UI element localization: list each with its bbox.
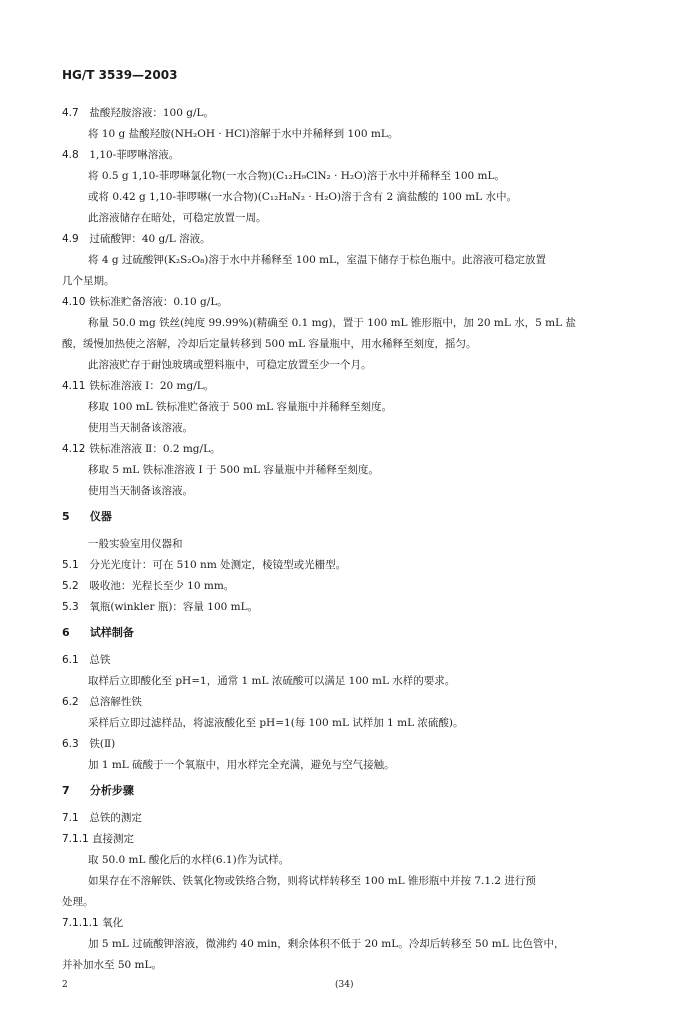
line-text: 铁标准贮备溶液：0.10 g/L。 <box>89 296 228 308</box>
text-line <box>88 358 372 372</box>
line-text: 此溶液储存在暗处，可稳定放置一周。 <box>88 212 267 224</box>
text-line <box>88 937 565 951</box>
line-text: 总铁 <box>89 654 111 666</box>
line-text: 总铁的测定 <box>89 812 142 824</box>
line-text: 分析步骤 <box>89 784 134 797</box>
text-line <box>88 716 464 730</box>
line-text: 采样后立即过滤样品，将滤液酸化至 pH=1(每 100 mL 试样加 1 mL 浓硫酸)。 <box>88 717 464 729</box>
clause-number: 7.1.1.1 <box>62 917 99 929</box>
clause-number: 4.9 <box>62 233 79 245</box>
subsection-heading <box>62 106 214 120</box>
text-line <box>62 558 346 572</box>
line-text: 盐酸羟胺溶液：100 g/L。 <box>89 107 214 119</box>
subsection-heading <box>62 148 179 162</box>
standard-code-header: HG/T 3539—2003 <box>62 68 178 82</box>
line-text: 处理。 <box>62 896 94 908</box>
line-text: 将 10 g 盐酸羟胺(NH₂OH · HCl)溶解于水中并稀释到 100 mL。 <box>88 128 399 140</box>
text-line <box>62 958 162 972</box>
text-line <box>62 274 115 288</box>
line-text: 吸收池：光程长至少 10 mm。 <box>89 580 235 592</box>
line-text: 氧化 <box>102 917 124 929</box>
line-text: 称量 50.0 mg 铁丝(纯度 99.99%)(精确至 0.1 mg)，置于 100 mL 锥形瓶中，加 20 mL 水，5 mL 盐 <box>88 317 576 329</box>
line-text: 如果存在不溶解铁、铁氧化物或铁络合物，则将试样转移至 100 mL 锥形瓶中并按 7.1.2 进行预 <box>88 875 536 887</box>
clause-number: 4.7 <box>62 107 79 119</box>
line-text: 一般实验室用仪器和 <box>88 538 183 550</box>
line-text: 使用当天制备该溶液。 <box>88 485 193 497</box>
line-text: 1,10-菲啰啉溶液。 <box>89 149 180 161</box>
subsection-heading <box>62 811 142 825</box>
text-line <box>88 421 193 435</box>
text-line <box>88 758 395 772</box>
line-text: 或将 0.42 g 1,10-菲啰啉(一水合物)(C₁₂H₈N₂ · H₂O)溶于含有 2 滴盐酸的 100 mL 水中。 <box>88 191 517 203</box>
text-line <box>62 337 476 351</box>
line-text: 仪器 <box>89 510 112 523</box>
text-line <box>62 600 258 614</box>
line-text: 过硫酸钾：40 g/L 溶液。 <box>89 233 211 245</box>
clause-number: 6 <box>62 626 70 639</box>
line-text: 酸，缓慢加热使之溶解，冷却后定量转移到 500 mL 容量瓶中，用水稀释至刻度，摇匀。 <box>62 338 477 350</box>
clause-number: 5.2 <box>62 580 79 592</box>
line-text: 加 5 mL 过硫酸钾溶液，微沸约 40 min，剩余体积不低于 20 mL。冷却后转移至 50 mL 比色管中， <box>88 938 565 950</box>
line-text: 铁(Ⅱ) <box>89 738 116 750</box>
subsection-heading <box>62 295 228 309</box>
line-text: 氧瓶(winkler 瓶)：容量 100 mL。 <box>89 601 259 613</box>
clause-number: 4.8 <box>62 149 79 161</box>
folio-number: (34) <box>335 980 354 990</box>
text-line <box>88 537 183 551</box>
line-text: 加 1 mL 硫酸于一个氧瓶中，用水样完全充满，避免与空气接触。 <box>88 759 395 771</box>
page-number: 2 <box>62 980 68 990</box>
subsection-heading <box>62 695 142 709</box>
section-heading <box>62 626 134 640</box>
text-line <box>88 190 517 204</box>
text-line <box>62 895 94 909</box>
line-text: 铁标准溶液 Ⅱ：0.2 mg/L。 <box>89 443 221 455</box>
line-text: 分光光度计：可在 510 nm 处测定，棱镜型或光栅型。 <box>89 559 347 571</box>
line-text: 此溶液贮存于耐蚀玻璃或塑料瓶中，可稳定放置至少一个月。 <box>88 359 372 371</box>
text-line <box>88 484 193 498</box>
text-line <box>88 211 267 225</box>
section-heading <box>62 510 112 524</box>
text-line <box>88 253 546 267</box>
text-line <box>88 874 536 888</box>
line-text: 将 0.5 g 1,10-菲啰啉氯化物(一水合物)(C₁₂H₉ClN₂ · H₂O)溶于水中并稀释至 100 mL。 <box>88 170 505 182</box>
text-line <box>62 579 234 593</box>
subsection-heading <box>62 737 115 751</box>
clause-number: 4.12 <box>62 443 86 455</box>
text-line <box>88 127 398 141</box>
subsection-heading <box>62 379 214 393</box>
clause-number: 7.1.1 <box>62 833 89 845</box>
subsection-heading <box>62 232 211 246</box>
text-line <box>88 400 392 414</box>
text-line <box>88 316 576 330</box>
line-text: 使用当天制备该溶液。 <box>88 422 193 434</box>
subsection-heading <box>62 832 134 846</box>
clause-number: 5.1 <box>62 559 79 571</box>
clause-number: 4.10 <box>62 296 86 308</box>
clause-number: 6.3 <box>62 738 79 750</box>
line-text: 铁标准溶液 Ⅰ：20 mg/L。 <box>89 380 215 392</box>
subsection-heading <box>62 442 221 456</box>
text-line <box>88 853 289 867</box>
subsection-heading <box>62 916 123 930</box>
line-text: 总溶解性铁 <box>89 696 142 708</box>
line-text: 并补加水至 50 mL。 <box>62 959 162 971</box>
line-text: 直接测定 <box>92 833 135 845</box>
clause-number: 4.11 <box>62 380 86 392</box>
clause-number: 5.3 <box>62 601 79 613</box>
line-text: 移取 5 mL 铁标准溶液 Ⅰ 于 500 mL 容量瓶中并稀释至刻度。 <box>88 464 379 476</box>
text-line <box>88 674 455 688</box>
clause-number: 6.2 <box>62 696 79 708</box>
text-line <box>88 169 505 183</box>
line-text: 取 50.0 mL 酸化后的水样(6.1)作为试样。 <box>88 854 290 866</box>
clause-number: 7 <box>62 784 70 797</box>
line-text: 试样制备 <box>89 626 134 639</box>
text-line <box>88 463 379 477</box>
clause-number: 6.1 <box>62 654 79 666</box>
line-text: 几个星期。 <box>62 275 115 287</box>
line-text: 将 4 g 过硫酸钾(K₂S₂O₈)溶于水中并稀释至 100 mL，室温下储存于棕色瓶中。此溶液可稳定放置 <box>88 254 547 266</box>
clause-number: 7.1 <box>62 812 79 824</box>
line-text: 取样后立即酸化至 pH=1，通常 1 mL 浓硫酸可以满足 100 mL 水样的要求。 <box>88 675 456 687</box>
subsection-heading <box>62 653 110 667</box>
section-heading <box>62 784 134 798</box>
line-text: 移取 100 mL 铁标准贮备液于 500 mL 容量瓶中并稀释至刻度。 <box>88 401 392 413</box>
clause-number: 5 <box>62 510 70 523</box>
